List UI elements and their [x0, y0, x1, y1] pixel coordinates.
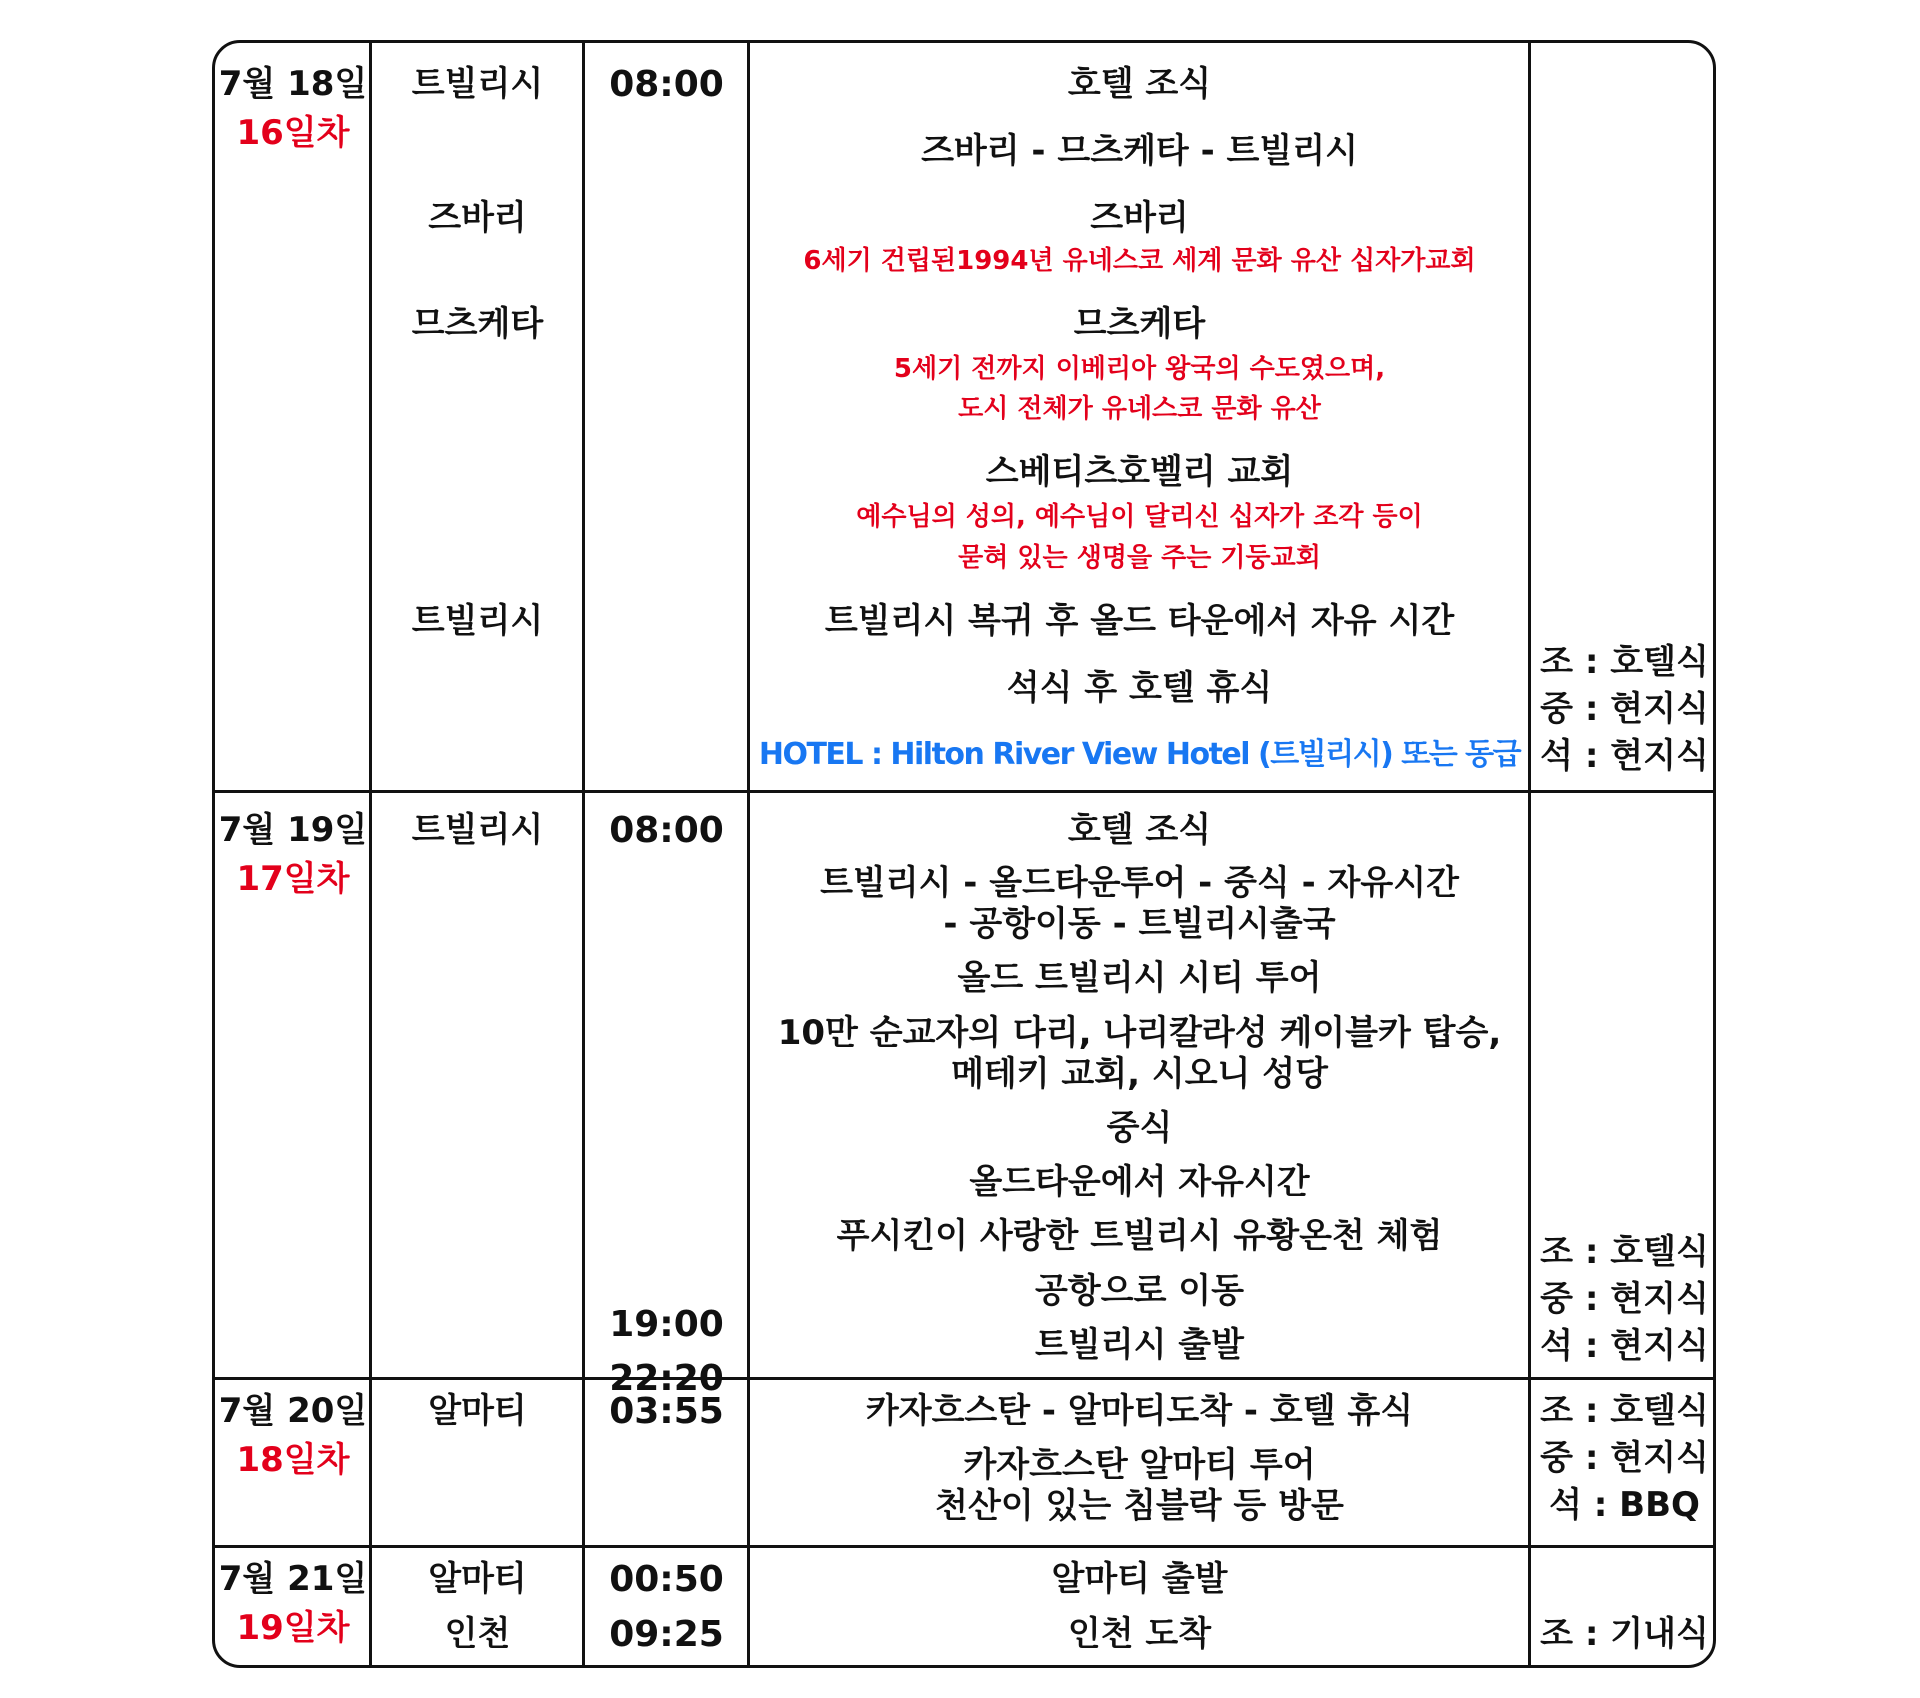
place-label: 알마티 [428, 1559, 527, 1599]
schedule-note: 5세기 전까지 이베리아 왕국의 수도였으며, [893, 354, 1386, 384]
time-label: 08:00 [609, 64, 724, 105]
place-label: 므츠케타 [411, 304, 544, 344]
schedule-item: 푸시킨이 사랑한 트빌리시 유황온천 체험 [836, 1216, 1443, 1256]
schedule-item: 스베티츠호벨리 교회 [985, 452, 1294, 492]
schedule-item: 올드 트빌리시 시티 투어 [957, 958, 1322, 998]
schedule-note: 도시 전체가 유네스코 문화 유산 [958, 394, 1321, 424]
schedule-item: 카자흐스탄 - 알마티도착 - 호텔 휴식 [865, 1391, 1414, 1431]
meal-label: 중 : 현지식 [1540, 689, 1709, 729]
schedule-item: - 공항이동 - 트빌리시출국 [943, 904, 1336, 944]
schedule-item: 즈바리 [1090, 198, 1189, 238]
meal-label: 석 : BBQ [1549, 1485, 1700, 1525]
hotel-info: HOTEL : Hilton River View Hotel (트빌리시) 또는 동급 [758, 737, 1521, 772]
place-label: 인천 [444, 1614, 511, 1654]
day-number: 19일차 [236, 1608, 350, 1648]
meal-label: 조 : 호텔식 [1540, 642, 1709, 682]
time-label: 00:50 [609, 1559, 724, 1600]
meal-label: 조 : 호텔식 [1540, 1232, 1709, 1272]
schedule-item: 트빌리시 복귀 후 올드 타운에서 자유 시간 [824, 601, 1455, 641]
meal-label: 석 : 현지식 [1540, 1326, 1709, 1366]
meal-label: 중 : 현지식 [1540, 1438, 1709, 1478]
schedule-note: 6세기 건립된1994년 유네스코 세계 문화 유산 십자가교회 [803, 246, 1476, 276]
time-label: 22:20 [609, 1358, 724, 1399]
time-label: 19:00 [609, 1304, 724, 1345]
schedule-item: 호텔 조식 [1067, 64, 1212, 104]
schedule-item: 공항으로 이동 [1035, 1271, 1244, 1311]
schedule-item: 즈바리 - 므츠케타 - 트빌리시 [921, 131, 1358, 171]
schedule-item: 카자흐스탄 알마티 투어 [963, 1445, 1316, 1485]
schedule-note: 묻혀 있는 생명을 주는 기둥교회 [958, 543, 1321, 573]
day-number: 18일차 [236, 1440, 350, 1480]
place-label: 트빌리시 [411, 64, 544, 104]
meal-label: 조 : 호텔식 [1540, 1391, 1709, 1431]
schedule-item: 석식 후 호텔 휴식 [1006, 668, 1273, 708]
day-number: 17일차 [236, 859, 350, 899]
row-divider [215, 1377, 1713, 1380]
meal-label: 중 : 현지식 [1540, 1279, 1709, 1319]
meal-label: 석 : 현지식 [1540, 736, 1709, 776]
place-label: 즈바리 [428, 198, 527, 238]
schedule-item: 10만 순교자의 다리, 나리칼라성 케이블카 탑승, [777, 1013, 1502, 1053]
row-divider [215, 1545, 1713, 1548]
date-label: 7월 19일 [218, 810, 368, 850]
itinerary-table [212, 40, 1716, 1668]
schedule-note: 예수님의 성의, 예수님이 달리신 십자가 조각 등이 [856, 502, 1423, 532]
place-label: 트빌리시 [411, 601, 544, 641]
place-label: 알마티 [428, 1391, 527, 1431]
schedule-item: 인천 도착 [1067, 1614, 1212, 1654]
schedule-item: 트빌리시 - 올드타운투어 - 중식 - 자유시간 [820, 863, 1459, 903]
schedule-item: 트빌리시 출발 [1035, 1325, 1244, 1365]
schedule-item: 중식 [1106, 1108, 1173, 1148]
time-label: 09:25 [609, 1614, 724, 1655]
schedule-item: 메테키 교회, 시오니 성당 [951, 1054, 1328, 1094]
place-label: 트빌리시 [411, 810, 544, 850]
schedule-item: 올드타운에서 자유시간 [969, 1162, 1310, 1202]
date-label: 7월 18일 [218, 64, 368, 104]
date-label: 7월 20일 [218, 1391, 368, 1431]
schedule-item: 천산이 있는 침블락 등 방문 [935, 1486, 1344, 1526]
schedule-item: 호텔 조식 [1067, 810, 1212, 850]
time-label: 03:55 [609, 1391, 724, 1432]
row-divider [215, 790, 1713, 793]
date-label: 7월 21일 [218, 1559, 368, 1599]
meal-label: 조 : 기내식 [1540, 1614, 1709, 1654]
day-number: 16일차 [236, 113, 350, 153]
time-label: 08:00 [609, 810, 724, 851]
schedule-item: 므츠케타 [1073, 304, 1206, 344]
schedule-item: 알마티 출발 [1051, 1559, 1228, 1599]
